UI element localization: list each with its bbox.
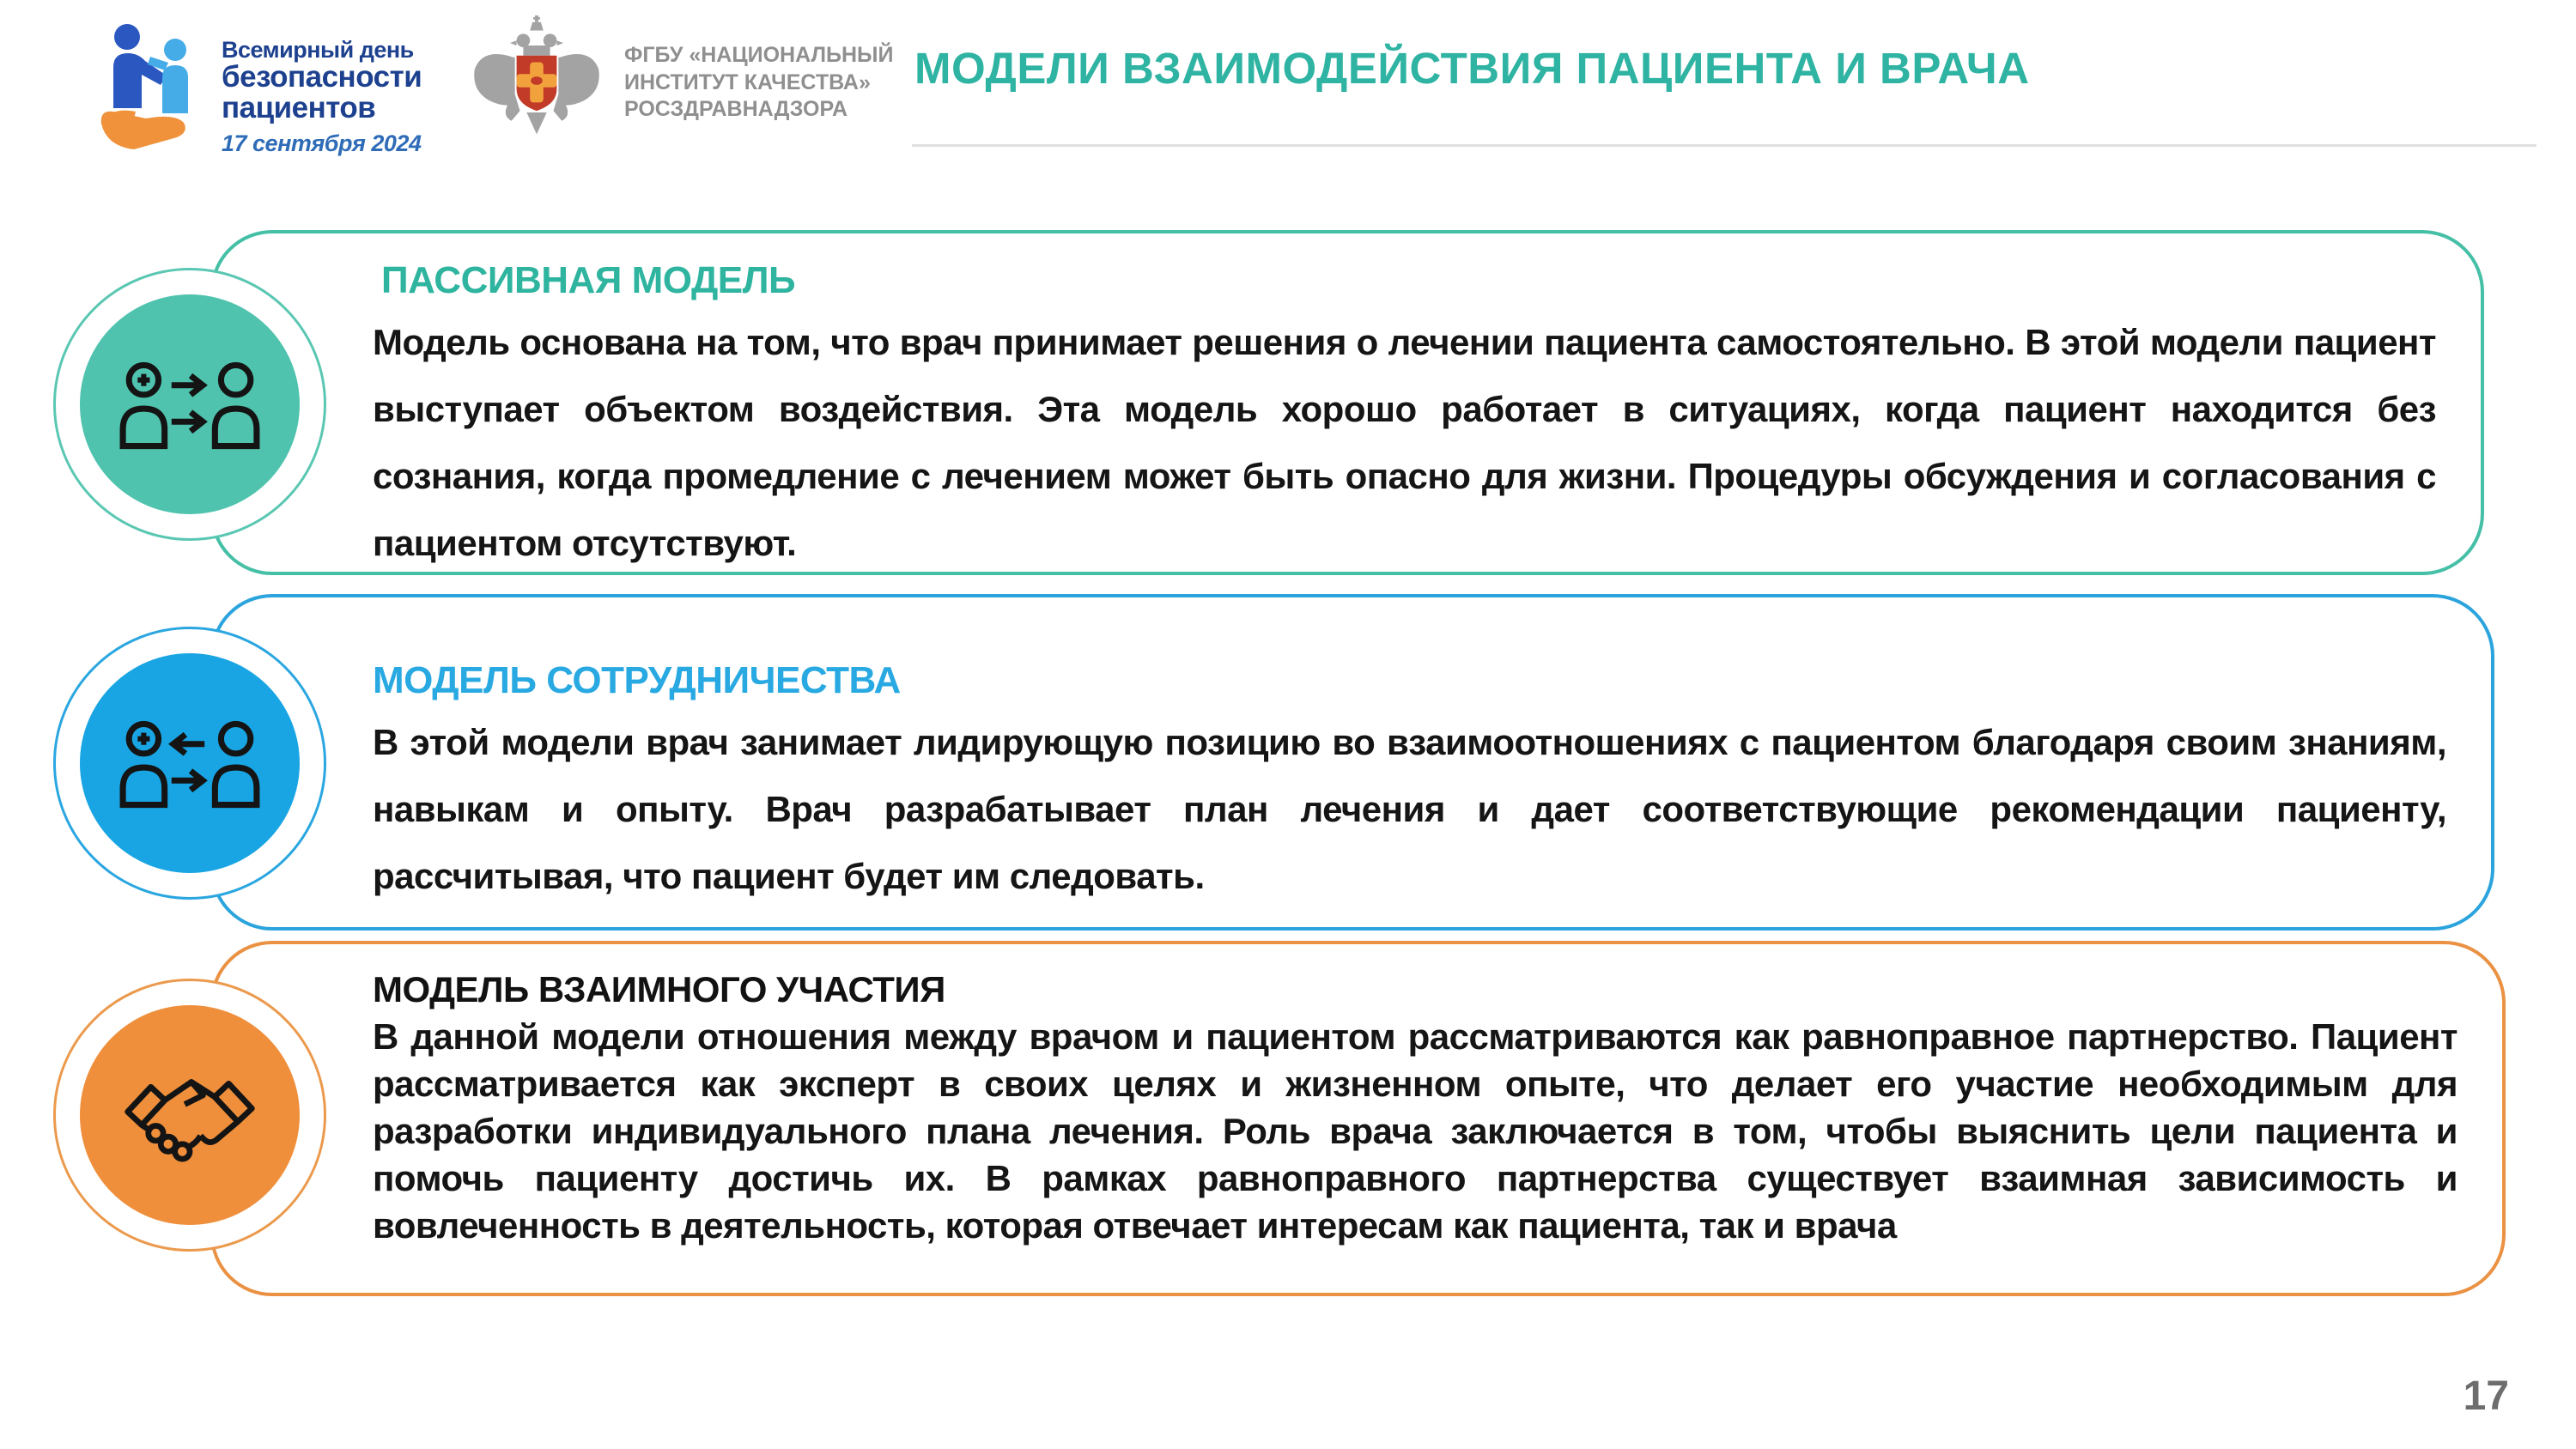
passive-model-text: Модель основана на том, что врач принимает решения о лечении пациента самостоятельно. В этой модели пациент выступает объектом воздействия. Эта модель хорошо работает в ситуациях, когда пациент находится без сознания, когда промедление с лечением может быть опасно для жизни. Процедуры обсуждения и согласования с пациентом отсутствуют.: [373, 322, 2436, 563]
wpsd-date: 17 сентября 2024: [222, 130, 422, 156]
wpsd-line2: безопасности: [222, 60, 422, 94]
page-title: МОДЕЛИ ВЗАИМОДЕЙСТВИЯ ПАЦИЕНТА И ВРАЧА: [914, 44, 2030, 93]
mutual-model-text: В данной модели отношения между врачом и пациентом рассматриваются как равноправное партнерство. Пациент рассматривается как эксперт в своих целях и жизненном опыте, что делает его участие необходимым для разработки индивидуального плана лечения. Роль врача заключается в том, чтобы выяснить цели пациента и помочь пациенту достичь их. В рамках равноправного партнерства существует взаимная зависимость и вовлеченность в деятельность, которая отвечает интересам как пациента, так и врача: [373, 1016, 2458, 1246]
institute-line3: РОСЗДРАВНАДЗОРА: [624, 97, 848, 122]
cooperation-model-badge: [53, 627, 326, 900]
world-patient-safety-day-logo: [96, 22, 422, 157]
wpsd-line1: Всемирный день: [222, 37, 414, 63]
passive-model-heading: ПАССИВНАЯ МОДЕЛЬ: [381, 259, 796, 301]
institute-line2: ИНСТИТУТ КАЧЕСТВА»: [624, 70, 871, 94]
cooperation-model-heading: МОДЕЛЬ СОТРУДНИЧЕСТВА: [373, 659, 901, 701]
mutual-model-heading: МОДЕЛЬ ВЗАИМНОГО УЧАСТИЯ: [373, 969, 945, 1009]
doctor-to-patient-one-way-arrows-icon: [80, 294, 300, 514]
passive-model-badge: [53, 268, 326, 541]
institute-line1: ФГБУ «НАЦИОНАЛЬНЫЙ: [624, 43, 894, 68]
people-and-hand-icon: [96, 22, 208, 157]
wpsd-line3: пациентов: [222, 91, 376, 125]
institute-name: [624, 42, 893, 124]
roszdravnadzor-eagle-emblem-icon: [468, 14, 605, 152]
doctor-patient-two-way-arrows-icon: [80, 653, 300, 873]
title-divider: [912, 144, 2537, 147]
page-number: 17: [2463, 1373, 2509, 1419]
cooperation-model-text: В этой модели врач занимает лидирующую позицию во взаимоотношениях с пациентом благодаря своим знаниям, навыкам и опыту. Врач разрабатывает план лечения и дает соответствующие рекомендации пациенту, рассчитывая, что пациент будет им следовать.: [373, 722, 2446, 896]
passive-model-card: [210, 230, 2484, 575]
cooperation-model-card: [210, 594, 2494, 931]
handshake-icon: [80, 1005, 300, 1225]
mutual-model-card: [210, 941, 2506, 1296]
wpsd-logo-text: [222, 38, 422, 155]
national-quality-institute-logo: [468, 14, 893, 152]
mutual-model-badge: [53, 979, 326, 1252]
